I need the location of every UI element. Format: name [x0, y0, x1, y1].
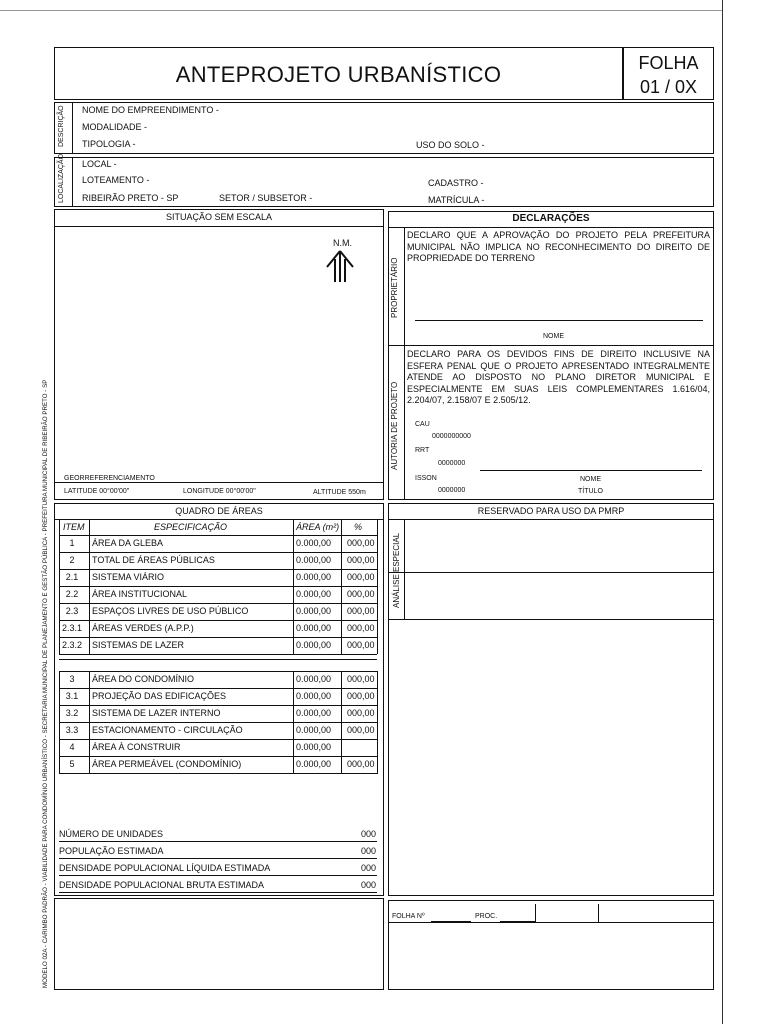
row-area: 0.000,00	[296, 708, 332, 718]
nome-empreendimento: NOME DO EMPREENDIMENTO -	[82, 105, 219, 115]
grid-line	[377, 519, 378, 654]
grid-line	[59, 756, 377, 757]
grid-line	[59, 569, 377, 570]
summary-value: 000	[361, 880, 377, 890]
row-area: 0.000,00	[296, 742, 332, 752]
side-model-text: MODELO 02A - CARIMBO PADRÃO - VIABILIDADE PARA CONDOMÍNIO URBANÍSTICO - SECRETARIA MUNICIPAL DE PLANEJAMENTO E GESTÃO PÚBLICA - PREFEITURA MUNICIPAL DE RIBEIRÃO PRETO - SP	[42, 379, 49, 988]
rrt-value: 0000000	[438, 460, 466, 467]
latitude: LATITUDE 00°00'00"	[64, 488, 130, 495]
row-item: 2.2	[65, 589, 79, 599]
row-item: 5	[69, 759, 75, 769]
summary-label: DENSIDADE POPULACIONAL BRUTA ESTIMADA	[59, 880, 265, 890]
declaracoes-title: DECLARAÇÕES	[512, 213, 590, 224]
row-spec: ESTACIONAMENTO - CIRCULAÇÃO	[92, 725, 243, 735]
reservado-divider	[404, 519, 405, 619]
row-item: 3	[69, 674, 75, 684]
row-pct: 000,00	[347, 555, 375, 565]
folha-n-underline	[431, 921, 471, 922]
row-pct: 000,00	[347, 759, 375, 769]
grid-line	[293, 519, 294, 654]
table-row	[54, 569, 382, 586]
row-area: 0.000,00	[296, 725, 332, 735]
cidade: RIBEIRÃO PRETO - SP	[82, 193, 179, 203]
grid-line	[59, 659, 377, 660]
summary-label: NÚMERO DE UNIDADES	[59, 829, 164, 839]
table-row	[54, 603, 382, 620]
reservado-box	[388, 503, 714, 896]
table-row	[54, 688, 382, 705]
reservado-line-1	[388, 572, 714, 573]
row-area: 0.000,00	[296, 606, 332, 616]
summary-row	[54, 843, 382, 860]
north-label: N.M.	[333, 238, 352, 248]
isson-value: 0000000	[438, 487, 466, 494]
loteamento: LOTEAMENTO -	[82, 175, 150, 185]
row-item: 2.1	[65, 572, 79, 582]
table-row	[54, 756, 382, 773]
folha-value: 01 / 0X	[639, 77, 698, 97]
row-area: 0.000,00	[296, 555, 332, 565]
row-area: 0.000,00	[296, 538, 332, 548]
table-row	[54, 586, 382, 603]
analise-label: ANÁLISE ESPECIAL	[392, 532, 401, 608]
isson-label: ISSON	[415, 475, 437, 482]
proc-underline	[500, 921, 535, 922]
declaracoes-divider	[404, 227, 405, 500]
row-item: 2.3.2	[61, 640, 83, 650]
localizacao-divider	[72, 157, 73, 207]
proprietario-nome-label: NOME	[543, 333, 564, 340]
row-area: 0.000,00	[296, 691, 332, 701]
autoria-label: AUTORIA DE PROJETO	[390, 381, 399, 470]
grid-line	[59, 637, 377, 638]
row-item: 3.2	[65, 708, 79, 718]
row-area: 0.000,00	[296, 572, 332, 582]
cadastro: CADASTRO -	[428, 178, 484, 188]
col-pct-header: %	[354, 522, 363, 532]
row-spec: SISTEMA DE LAZER INTERNO	[92, 708, 221, 718]
table-row	[54, 739, 382, 756]
row-item: 2	[69, 555, 75, 565]
quadro-title: QUADRO DE ÁREAS	[175, 506, 263, 516]
summary-line	[59, 875, 377, 876]
page-title: ANTEPROJETO URBANÍSTICO	[175, 62, 502, 87]
row-area: 0.000,00	[296, 674, 332, 684]
row-pct: 000,00	[347, 623, 375, 633]
summary-label: POPULAÇÃO ESTIMADA	[59, 846, 164, 856]
grid-line	[341, 671, 342, 774]
grid-line	[59, 705, 377, 706]
summary-value: 000	[361, 863, 377, 873]
autoria-nome-label: NOME	[580, 476, 601, 483]
altitude: ALTITUDE 550m	[313, 489, 366, 496]
titulo-label: TÍTULO	[578, 488, 603, 495]
grid-line	[59, 603, 377, 604]
cau-value: 0000000000	[432, 433, 471, 440]
row-spec: ÁREAS VERDES (A.P.P.)	[92, 623, 194, 633]
descricao-divider	[72, 102, 73, 154]
summary-line	[59, 858, 377, 859]
grid-line	[59, 552, 377, 553]
col-item-header: ITEM	[63, 522, 85, 532]
row-spec: SISTEMA VIÁRIO	[92, 572, 165, 582]
row-spec: ÁREA INSTITUCIONAL	[92, 589, 188, 599]
summary-row	[54, 877, 382, 894]
row-item: 4	[69, 742, 75, 752]
row-area: 0.000,00	[296, 589, 332, 599]
row-item: 3.1	[65, 691, 79, 701]
col-spec-header: ESPECIFICAÇÃO	[154, 522, 228, 532]
grid-line	[59, 654, 377, 655]
grid-line	[293, 671, 294, 774]
proprietario-text: DECLARO QUE A APROVAÇÃO DO PROJETO PELA PREFEITURA MUNICIPAL NÃO IMPLICA NO RECONHECIMENTO DO DIREITO DE PROPRIEDADE DO TERRENO	[407, 230, 710, 263]
cau-label: CAU	[415, 421, 430, 428]
declaracoes-title-line	[388, 227, 714, 228]
row-spec: ÁREA DO CONDOMÍNIO	[92, 674, 195, 684]
table-row	[54, 552, 382, 569]
quadro-header-row	[54, 519, 382, 536]
grid-line	[59, 671, 377, 672]
row-item: 1	[69, 538, 75, 548]
table-row	[54, 637, 382, 654]
footer-tick-1	[535, 904, 536, 922]
proprietario-signature-line	[415, 320, 703, 321]
row-spec: ÁREA DA GLEBA	[92, 538, 164, 548]
grid-line	[89, 671, 90, 774]
modalidade: MODALIDADE -	[82, 122, 148, 132]
grid-line	[59, 739, 377, 740]
grid-line	[59, 519, 60, 654]
descricao-label: DESCRIÇÃO	[58, 105, 65, 147]
summary-row	[54, 860, 382, 877]
reservado-title: RESERVADO PARA USO DA PMRP	[477, 506, 625, 516]
row-pct: 000,00	[347, 674, 375, 684]
page-top-edge	[0, 10, 722, 11]
row-area: 0.000,00	[296, 759, 332, 769]
table-row	[54, 671, 382, 688]
grid-line	[59, 773, 377, 774]
table-row	[54, 620, 382, 637]
longitude: LONGITUDE 00°00'00"	[183, 488, 256, 495]
situacao-title: SITUAÇÃO SEM ESCALA	[165, 212, 273, 222]
north-arrow-icon	[325, 249, 355, 283]
summary-line	[59, 841, 377, 842]
situacao-title-line	[54, 226, 384, 227]
localizacao-label: LOCALIZAÇÃO	[58, 153, 65, 203]
row-pct: 000,00	[347, 640, 375, 650]
table-row	[54, 705, 382, 722]
row-spec: ÁREA PERMEÁVEL (CONDOMÍNIO)	[92, 759, 242, 769]
row-spec: ÁREA À CONSTRUIR	[92, 742, 181, 752]
local: LOCAL -	[82, 159, 117, 169]
grid-line	[59, 671, 60, 774]
row-item: 2.3.1	[61, 623, 83, 633]
grid-line	[89, 519, 90, 654]
summary-value: 000	[361, 846, 377, 856]
georef-line	[54, 482, 384, 483]
row-pct: 000,00	[347, 606, 375, 616]
row-pct: 000,00	[347, 538, 375, 548]
rrt-label: RRT	[415, 447, 430, 454]
summary-row	[54, 826, 382, 843]
georef-label: GEORREFERENCIAMENTO	[64, 475, 155, 482]
setor-subsetor: SETOR / SUBSETOR -	[219, 193, 313, 203]
grid-line	[341, 519, 342, 654]
summary-label: DENSIDADE POPULACIONAL LÍQUIDA ESTIMADA	[59, 863, 271, 873]
row-pct: 000,00	[347, 725, 375, 735]
declaracoes-mid-line	[388, 345, 714, 346]
autoria-text: DECLARO PARA OS DEVIDOS FINS DE DIREITO INCLUSIVE NA ESFERA PENAL QUE O PROJETO APRESENTADO INTEGRALMENTE ATENDE AO DISPOSTO NO PLANO DIRETOR MUNICIPAL E ESPECIALMENTE EM SUAS LEIS COMPLEMENTARES 1.616/04, 2.204/07, 2.158/07 E 2.505/12.	[407, 349, 710, 405]
row-pct: 000,00	[347, 691, 375, 701]
row-spec: SISTEMAS DE LAZER	[92, 640, 185, 650]
reservado-title-line	[388, 519, 714, 520]
autoria-signature-line	[480, 470, 702, 471]
row-pct: 000,00	[347, 708, 375, 718]
grid-line	[59, 586, 377, 587]
grid-line	[377, 671, 378, 774]
row-pct: 000,00	[347, 589, 375, 599]
table-row	[54, 535, 382, 552]
footer-left-box	[54, 898, 384, 990]
row-spec: ESPAÇOS LIVRES DE USO PÚBLICO	[92, 606, 249, 616]
row-area: 0.000,00	[296, 640, 332, 650]
row-spec: PROJEÇÃO DAS EDIFICAÇÕES	[92, 691, 227, 701]
grid-line	[59, 535, 377, 536]
folha-n-label: FOLHA Nº	[392, 913, 425, 920]
summary-line	[59, 892, 377, 893]
folha-label: FOLHA	[638, 53, 699, 73]
grid-line	[59, 620, 377, 621]
proc-label: PROC.	[475, 913, 498, 920]
grid-line	[59, 722, 377, 723]
footer-right-line	[388, 922, 714, 923]
row-spec: TOTAL DE ÁREAS PÚBLICAS	[92, 555, 215, 565]
footer-tick-2	[598, 904, 599, 922]
summary-value: 000	[361, 829, 377, 839]
col-area-header: ÁREA (m²)	[296, 522, 340, 532]
tipologia: TIPOLOGIA -	[82, 139, 136, 149]
matricula: MATRÍCULA -	[428, 195, 485, 205]
row-pct: 000,00	[347, 572, 375, 582]
table-row	[54, 722, 382, 739]
row-item: 3.3	[65, 725, 79, 735]
grid-line	[59, 688, 377, 689]
row-area: 0.000,00	[296, 623, 332, 633]
reservado-line-2	[388, 619, 714, 620]
uso-do-solo: USO DO SOLO -	[416, 140, 485, 150]
row-item: 2.3	[65, 606, 79, 616]
page-right-edge	[722, 0, 723, 1024]
footer-right-box	[388, 900, 714, 990]
proprietario-label: PROPRIETÁRIO	[390, 257, 399, 318]
